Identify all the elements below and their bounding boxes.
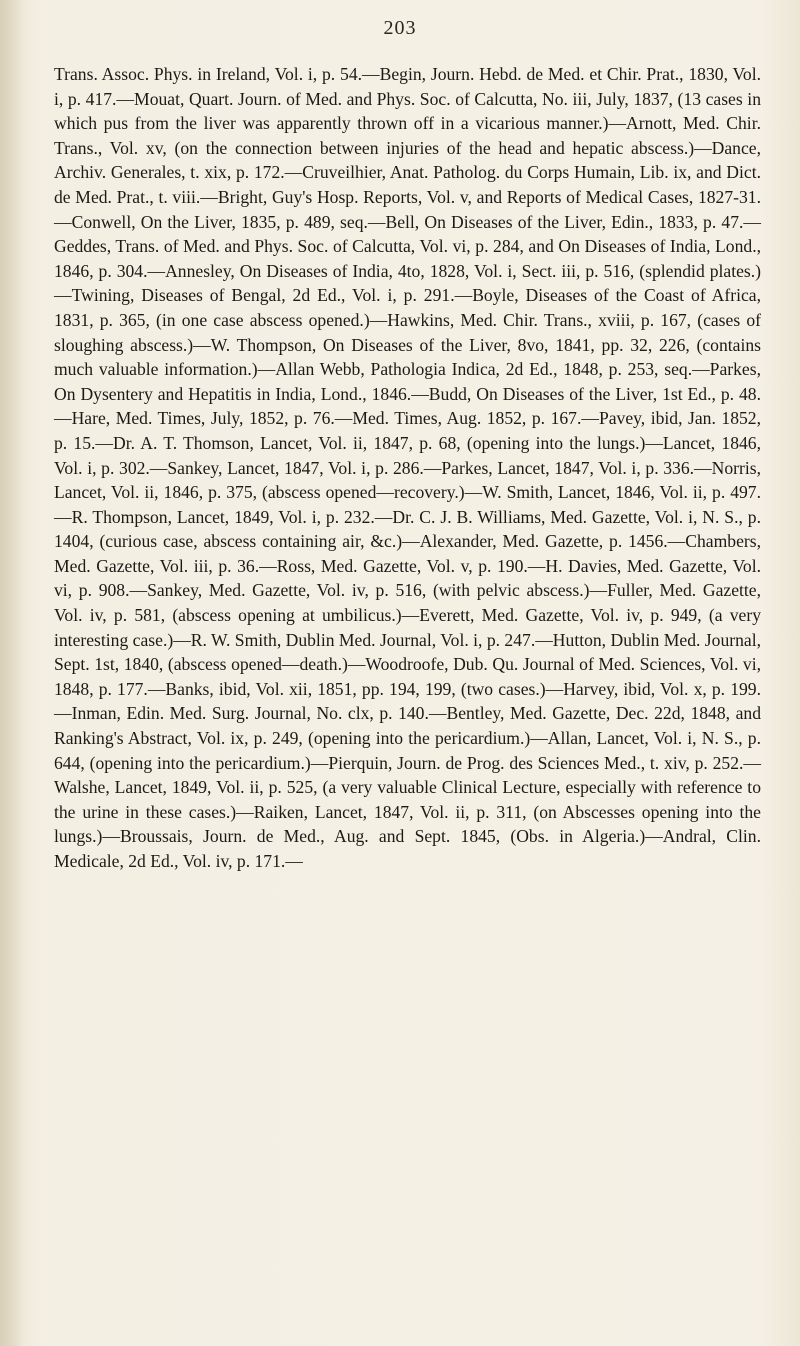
bibliography-paragraph <box>54 62 761 874</box>
page-number: 203 <box>383 17 417 39</box>
page-binding-shadow <box>0 0 24 1346</box>
bibliography-text: Trans. Assoc. Phys. in Ireland, Vol. i, p. 54.—Begin, Journ. Hebd. de Med. et Chir. Prat., 1830, Vol. i, p. 417.—Mouat, Quart. Journ. of Med. and Phys. Soc. of Calcutta, No. iii, July, 1837, (13 cases in which pus from the liver was apparently thrown off in a vicarious manner.)—Arnott, Med. Chir. Trans., Vol. xv, (on the connection between injuries of the head and hepatic abscess.)—Dance, Archiv. Generales, t. xix, p. 172.—Cruveilhier, Anat. Patholog. du Corps Humain, Lib. ix, and Dict. de Med. Prat., t. viii.—Bright, Guy's Hosp. Reports, Vol. v, and Reports of Medical Cases, 1827-31.—Conwell, On the Liver, 1835, p. 489, seq.—Bell, On Diseases of the Liver, Edin., 1833, p. 47.—Geddes, Trans. of Med. and Phys. Soc. of Calcutta, Vol. vi, p. 284, and On Diseases of India, Lond., 1846, p. 304.—Annesley, On Diseases of India, 4to, 1828, Vol. i, Sect. iii, p. 516, (splendid plates.)—Twining, Diseases of Bengal, 2d Ed., Vol. i, p. 291.—Boyle, Diseases of the Coast of Africa, 1831, p. 365, (in one case abscess opened.)—Hawkins, Med. Chir. Trans., xviii, p. 167, (cases of sloughing abscess.)—W. Thompson, On Diseases of the Liver, 8vo, 1841, pp. 32, 226, (contains much valuable information.)—Allan Webb, Pathologia Indica, 2d Ed., 1848, p. 253, seq.—Parkes, On Dysentery and Hepatitis in India, Lond., 1846.—Budd, On Diseases of the Liver, 1st Ed., p. 48.—Hare, Med. Times, July, 1852, p. 76.—Med. Times, Aug. 1852, p. 167.—Pavey, ibid, Jan. 1852, p. 15.—Dr. A. T. Thomson, Lancet, Vol. ii, 1847, p. 68, (opening into the lungs.)—Lancet, 1846, Vol. i, p. 302.—Sankey, Lancet, 1847, Vol. i, p. 286.—Parkes, Lancet, 1847, Vol. i, p. 336.—Norris, Lancet, Vol. ii, 1846, p. 375, (abscess opened—recovery.)—W. Smith, Lancet, 1846, Vol. ii, p. 497.—R. Thompson, Lancet, 1849, Vol. i, p. 232.—Dr. C. J. B. Williams, Med. Gazette, Vol. i, N. S., p. 1404, (curious case, abscess containing air, &c.)—Alexander, Med. Gazette, p. 1456.—Chambers, Med. Gazette, Vol. iii, p. 36.—Ross, Med. Gazette, Vol. v, p. 190.—H. Davies, Med. Gazette, Vol. vi, p. 908.—Sankey, Med. Gazette, Vol. iv, p. 516, (with pelvic abscess.)—Fuller, Med. Gazette, Vol. iv, p. 581, (abscess opening at umbilicus.)—Everett, Med. Gazette, Vol. iv, p. 949, (a very interesting case.)—R. W. Smith, Dublin Med. Journal, Vol. i, p. 247.—Hutton, Dublin Med. Journal, Sept. 1st, 1840, (abscess opened—death.)—Woodroofe, Dub. Qu. Journal of Med. Sciences, Vol. vi, 1848, p. 177.—Banks, ibid, Vol. xii, 1851, pp. 194, 199, (two cases.)—Harvey, ibid, Vol. x, p. 199.—Inman, Edin. Med. Surg. Journal, No. clx, p. 140.—Bentley, Med. Gazette, Dec. 22d, 1848, and Ranking's Abstract, Vol. ix, p. 249, (opening into the pericardium.)—Allan, Lancet, Vol. i, N. S., p. 644, (opening into the pericardium.)—Pierquin, Journ. de Prog. des Sciences Med., t. xiv, p. 252.—Walshe, Lancet, 1849, Vol. ii, p. 525, (a very valuable Clinical Lecture, especially with reference to the urine in these cases.)—Raiken, Lancet, 1847, Vol. ii, p. 311, (on Abscesses opening into the lungs.)—Broussais, Journ. de Med., Aug. and Sept. 1845, (Obs. in Algeria.)—Andral, Clin. Medicale, 2d Ed., Vol. iv, p. 171.— <box>54 64 761 871</box>
